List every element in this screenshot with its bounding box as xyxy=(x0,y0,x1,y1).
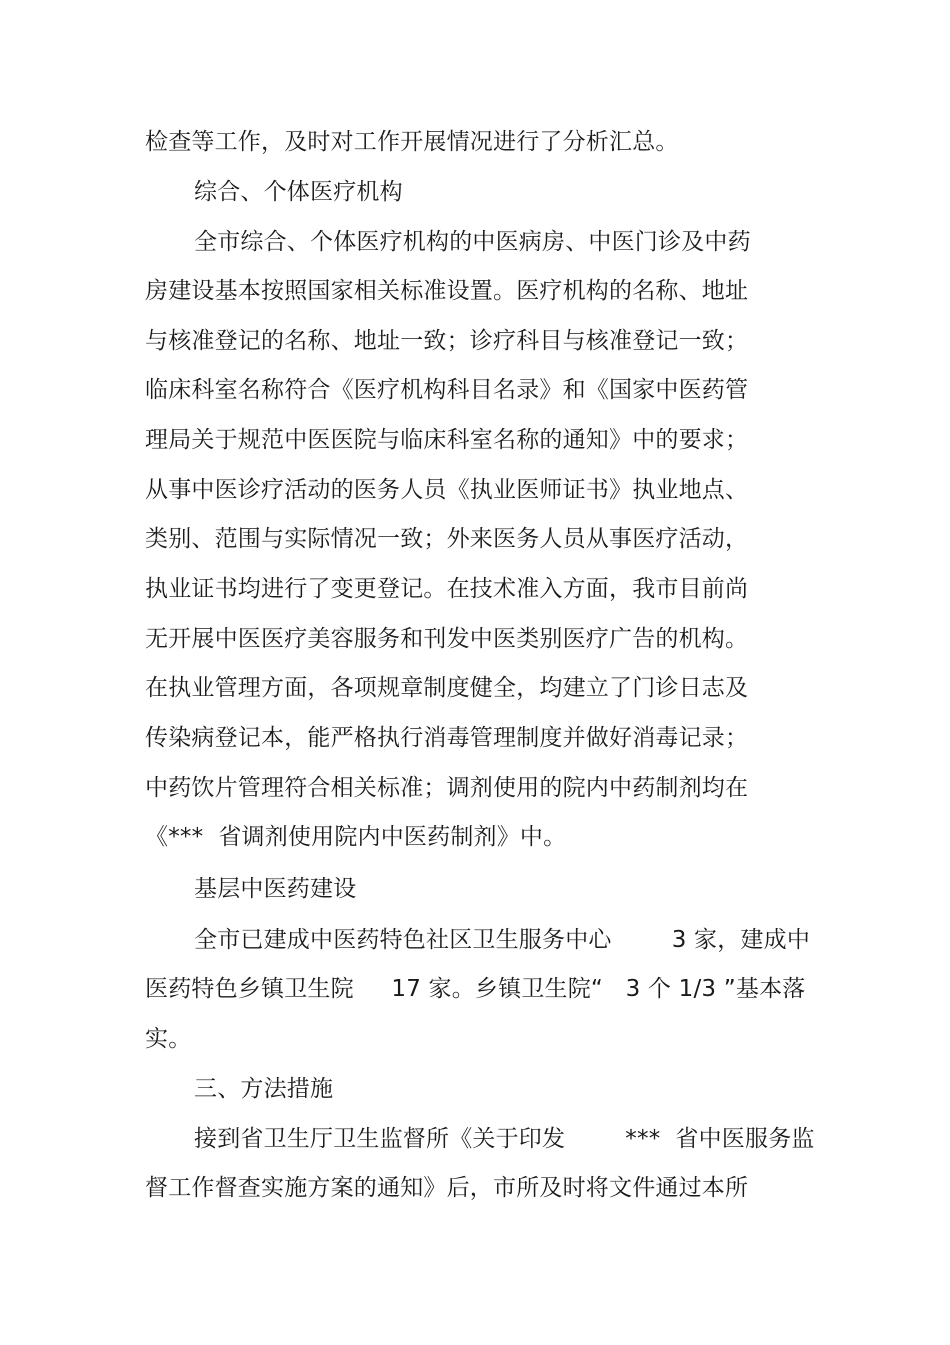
paragraph-line: 实。 xyxy=(145,1026,192,1052)
paragraph-line: 类别、范围与实际情况一致；外来医务人员从事医疗活动， xyxy=(145,526,749,552)
paragraph-line: 检查等工作，及时对工作开展情况进行了分析汇总。 xyxy=(145,129,679,155)
section-heading: 综合、个体医疗机构 xyxy=(194,179,403,205)
paragraph-line: 与核准登记的名称、地址一致；诊疗科目与核准登记一致； xyxy=(145,328,749,354)
paragraph-line: 理局关于规范中医医院与临床科室名称的通知》中的要求； xyxy=(145,427,749,453)
paragraph-line: 中药饮片管理符合相关标准；调剂使用的院内中药制剂均在 xyxy=(145,775,749,801)
paragraph-line: 全市综合、个体医疗机构的中医病房、中医门诊及中药 xyxy=(194,229,751,255)
paragraph-line: 房建设基本按照国家相关标准设置。医疗机构的名称、地址 xyxy=(145,278,749,304)
paragraph-line: 督工作督查实施方案的通知》后，市所及时将文件通过本所 xyxy=(145,1175,749,1201)
paragraph-line: 在执业管理方面，各项规章制度健全，均建立了门诊日志及 xyxy=(145,675,749,701)
paragraph-line: 传染病登记本，能严格执行消毒管理制度并做好消毒记录； xyxy=(145,725,749,751)
paragraph-line: 医药特色乡镇卫生院 17 家。乡镇卫生院“ 3 个 1/3 ”基本落 xyxy=(145,976,806,1002)
paragraph-line: 全市已建成中医药特色社区卫生服务中心 3 家，建成中 xyxy=(194,927,811,953)
paragraph-line: 执业证书均进行了变更登记。在技术准入方面，我市目前尚 xyxy=(145,576,749,602)
paragraph-line: 无开展中医医疗美容服务和刊发中医类别医疗广告的机构。 xyxy=(145,626,749,652)
section-heading: 三、方法措施 xyxy=(194,1076,334,1102)
section-heading: 基层中医药建设 xyxy=(194,876,357,902)
paragraph-line: 接到省卫生厅卫生监督所《关于印发 *** 省中医服务监 xyxy=(194,1126,815,1152)
paragraph-line: 《*** 省调剂使用院内中医药制剂》中。 xyxy=(145,824,567,850)
paragraph-line: 从事中医诊疗活动的医务人员《执业医师证书》执业地点、 xyxy=(145,477,749,503)
paragraph-line: 临床科室名称符合《医疗机构科目名录》和《国家中医药管 xyxy=(145,377,749,403)
